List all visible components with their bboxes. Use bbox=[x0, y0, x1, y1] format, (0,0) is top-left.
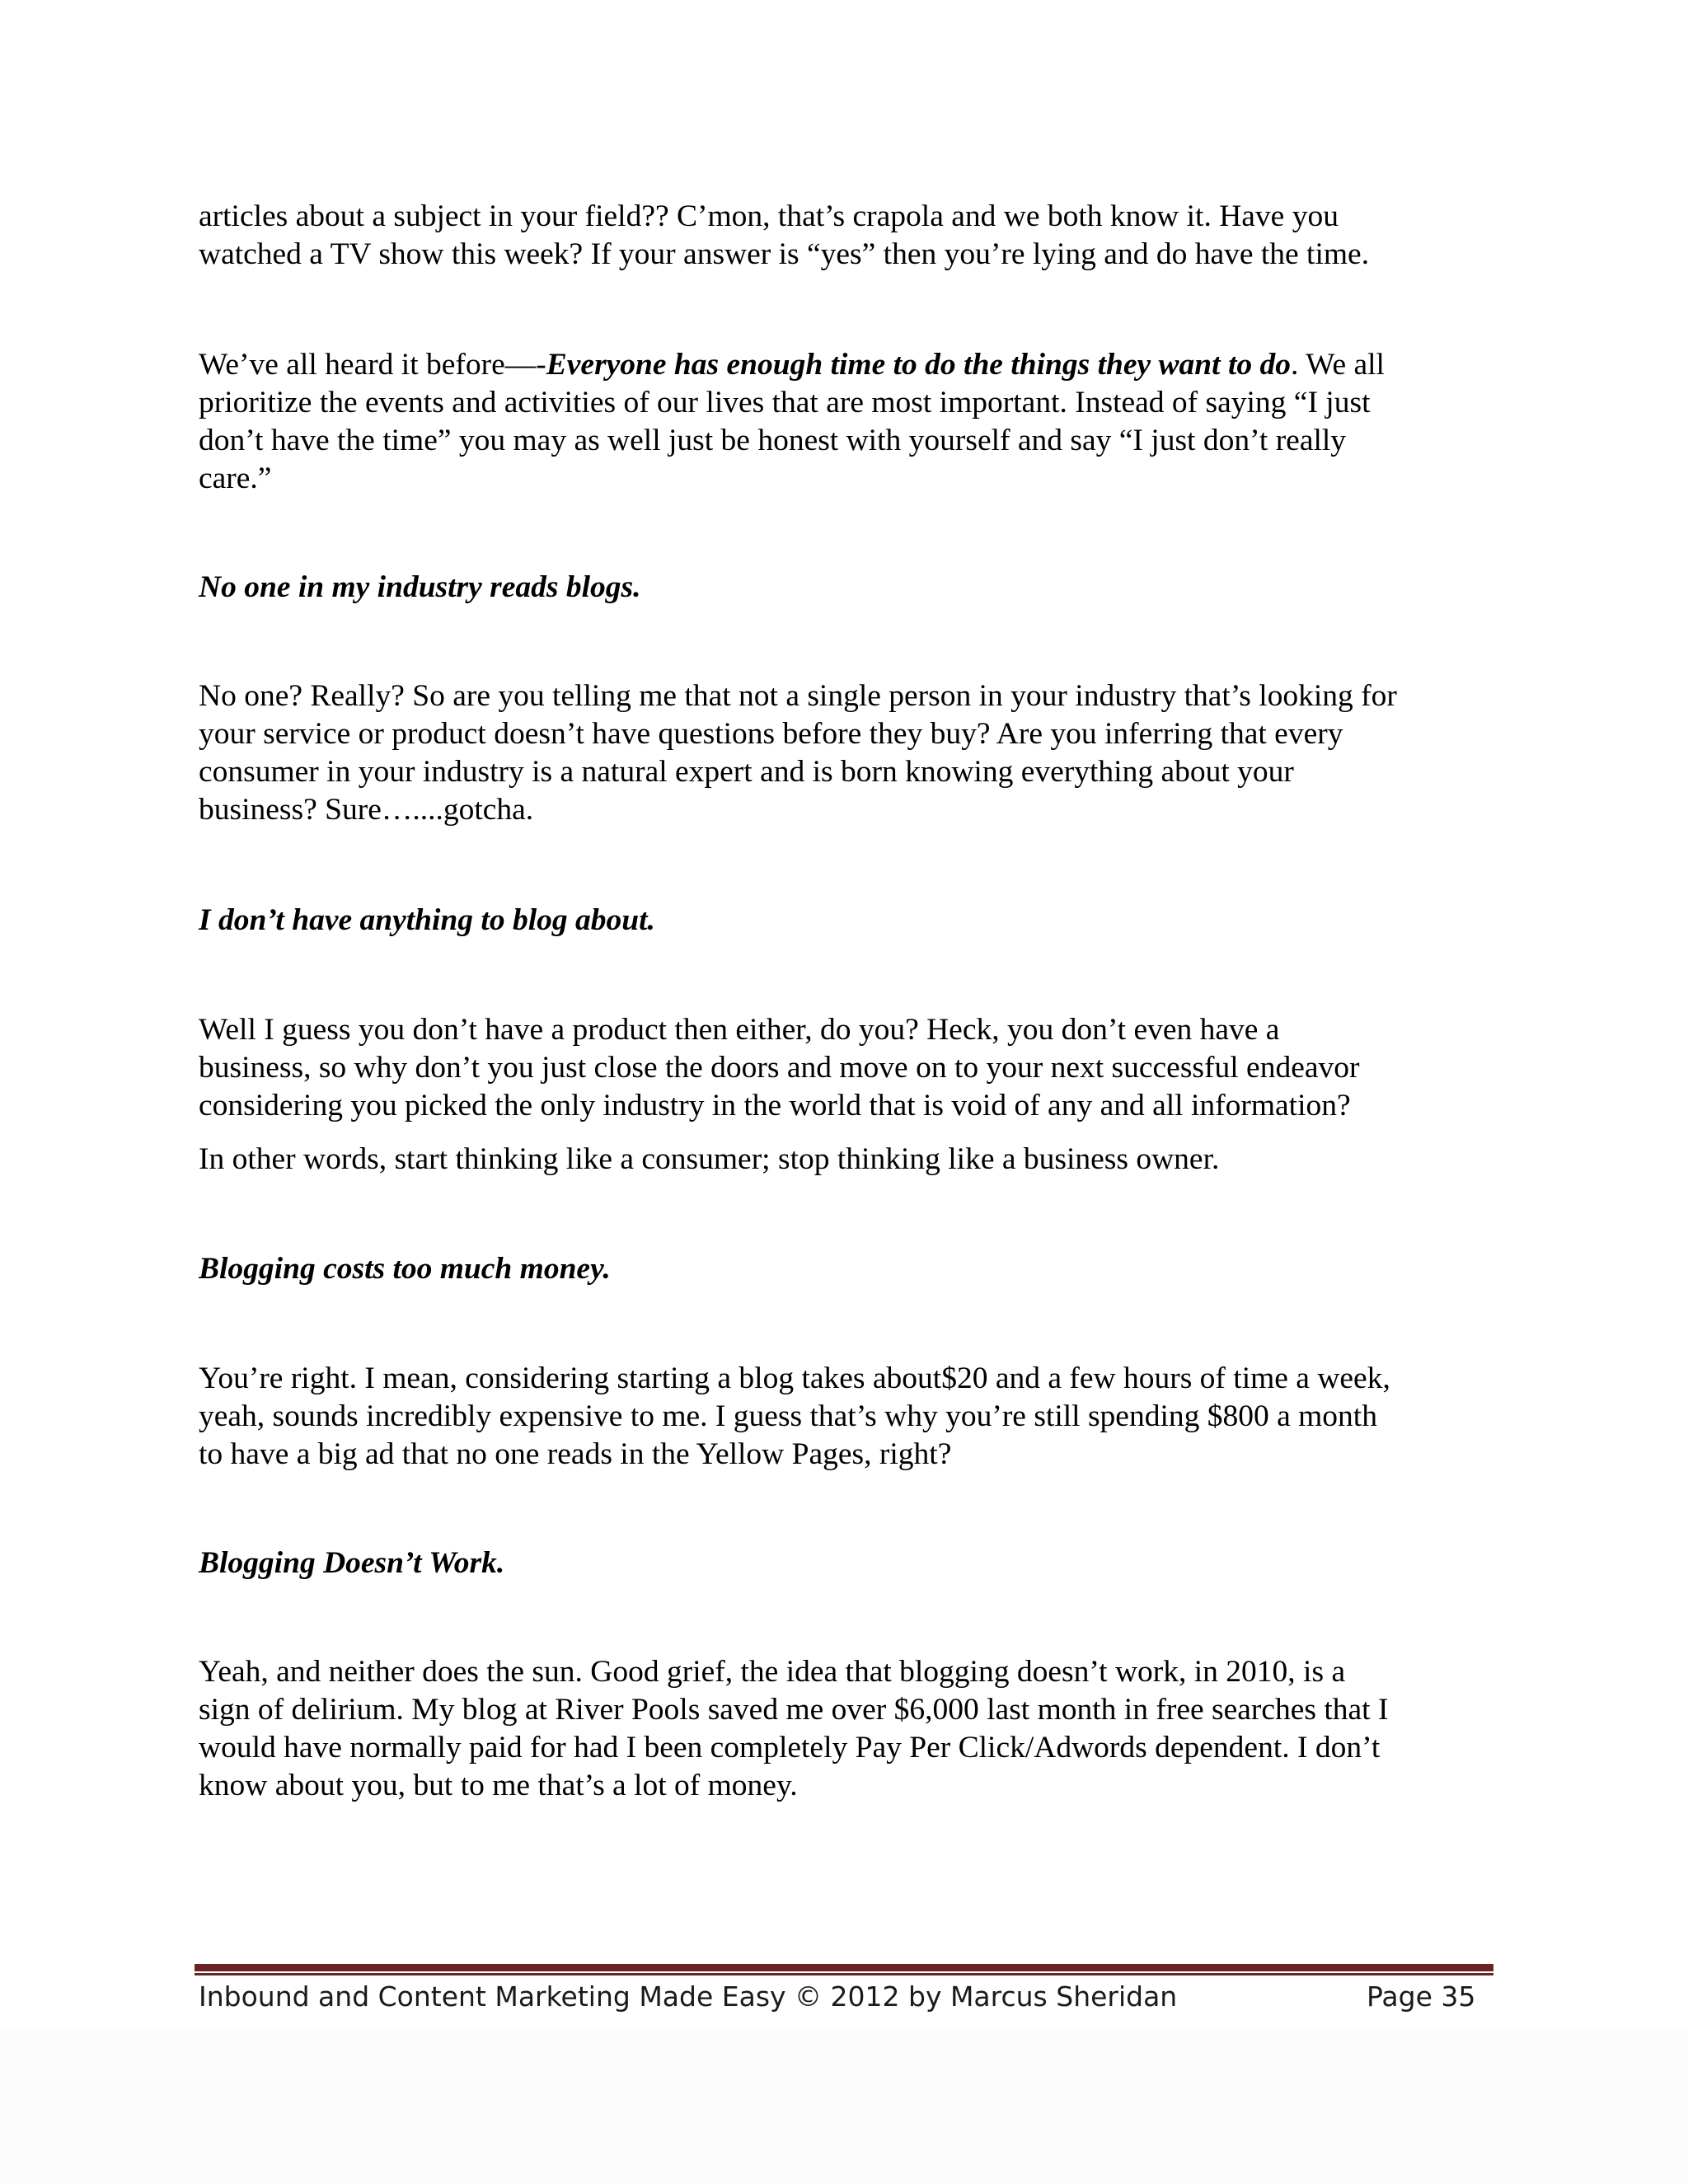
paragraph-line: would have normally paid for had I been completely Pay Per Click/Adwords dependent. I don’t bbox=[199, 1731, 1381, 1765]
paragraph-line: sign of delirium. My blog at River Pools saved me over $6,000 last month in free searches that I bbox=[199, 1693, 1389, 1727]
paragraph-4 bbox=[199, 1011, 1517, 1125]
paragraph-line: to have a big ad that no one reads in the Yellow Pages, right? bbox=[199, 1437, 952, 1471]
paragraph-line: Yeah, and neither does the sun. Good grief, the idea that blogging doesn’t work, in 2010, is a bbox=[199, 1655, 1346, 1689]
paragraph-line: don’t have the time” you may as well just be honest with yourself and say “I just don’t really bbox=[199, 424, 1347, 457]
paragraph-line: Well I guess you don’t have a product then either, do you? Heck, you don’t even have a bbox=[199, 1013, 1280, 1047]
paragraph-line: consumer in your industry is a natural expert and is born knowing everything about your bbox=[199, 755, 1294, 789]
paragraph-line: articles about a subject in your field?? C’mon, that’s crapola and we both know it. Have you bbox=[199, 199, 1339, 233]
paragraph-line: your service or product doesn’t have questions before they buy? Are you inferring that every bbox=[199, 717, 1343, 751]
paragraph-7 bbox=[199, 1653, 1517, 1805]
section-heading-no-readers: No one in my industry reads blogs. bbox=[199, 570, 641, 604]
paragraph-1 bbox=[199, 198, 1517, 274]
section-heading-doesnt-work: Blogging Doesn’t Work. bbox=[199, 1546, 505, 1580]
paragraph-text: . We all bbox=[1291, 348, 1385, 382]
paragraph-line: care.” bbox=[199, 462, 272, 495]
paragraph-line bbox=[199, 346, 1517, 384]
paragraph-3 bbox=[199, 677, 1517, 829]
page-bottom-margin bbox=[0, 2027, 1688, 2184]
paragraph-2 bbox=[199, 346, 1517, 498]
paragraph-line: business? Sure…....gotcha. bbox=[199, 793, 534, 827]
paragraph-line: yeah, sounds incredibly expensive to me. I guess that’s why you’re still spending $800 a month bbox=[199, 1399, 1377, 1433]
paragraph-line: considering you picked the only industry in the world that is void of any and all information? bbox=[199, 1089, 1351, 1122]
paragraph-line: No one? Really? So are you telling me that not a single person in your industry that’s looking for bbox=[199, 679, 1397, 713]
section-heading-nothing-to-blog: I don’t have anything to blog about. bbox=[199, 903, 655, 937]
paragraph-5: In other words, start thinking like a consumer; stop thinking like a business owner. bbox=[199, 1142, 1220, 1176]
section-heading-costs-money: Blogging costs too much money. bbox=[199, 1252, 611, 1286]
paragraph-line: watched a TV show this week? If your answer is “yes” then you’re lying and do have the time. bbox=[199, 237, 1370, 271]
paragraph-line: prioritize the events and activities of our lives that are most important. Instead of saying “I just bbox=[199, 386, 1371, 419]
footer-rule-thin bbox=[195, 1973, 1493, 1975]
footer-rule bbox=[195, 1964, 1493, 1971]
paragraph-text: We’ve all heard it before—- bbox=[199, 348, 546, 382]
paragraph-6 bbox=[199, 1360, 1517, 1474]
paragraph-line: know about you, but to me that’s a lot of money. bbox=[199, 1769, 798, 1802]
page-number: Page 35 bbox=[1367, 1980, 1476, 2013]
paragraph-line: business, so why don’t you just close the doors and move on to your next successful endeavor bbox=[199, 1051, 1360, 1085]
emphasized-text: Everyone has enough time to do the things they want to do bbox=[546, 348, 1291, 382]
paragraph-line: You’re right. I mean, considering starting a blog takes about$20 and a few hours of time a week, bbox=[199, 1361, 1390, 1395]
footer-title: Inbound and Content Marketing Made Easy © 2012 by Marcus Sheridan bbox=[199, 1980, 1178, 2013]
